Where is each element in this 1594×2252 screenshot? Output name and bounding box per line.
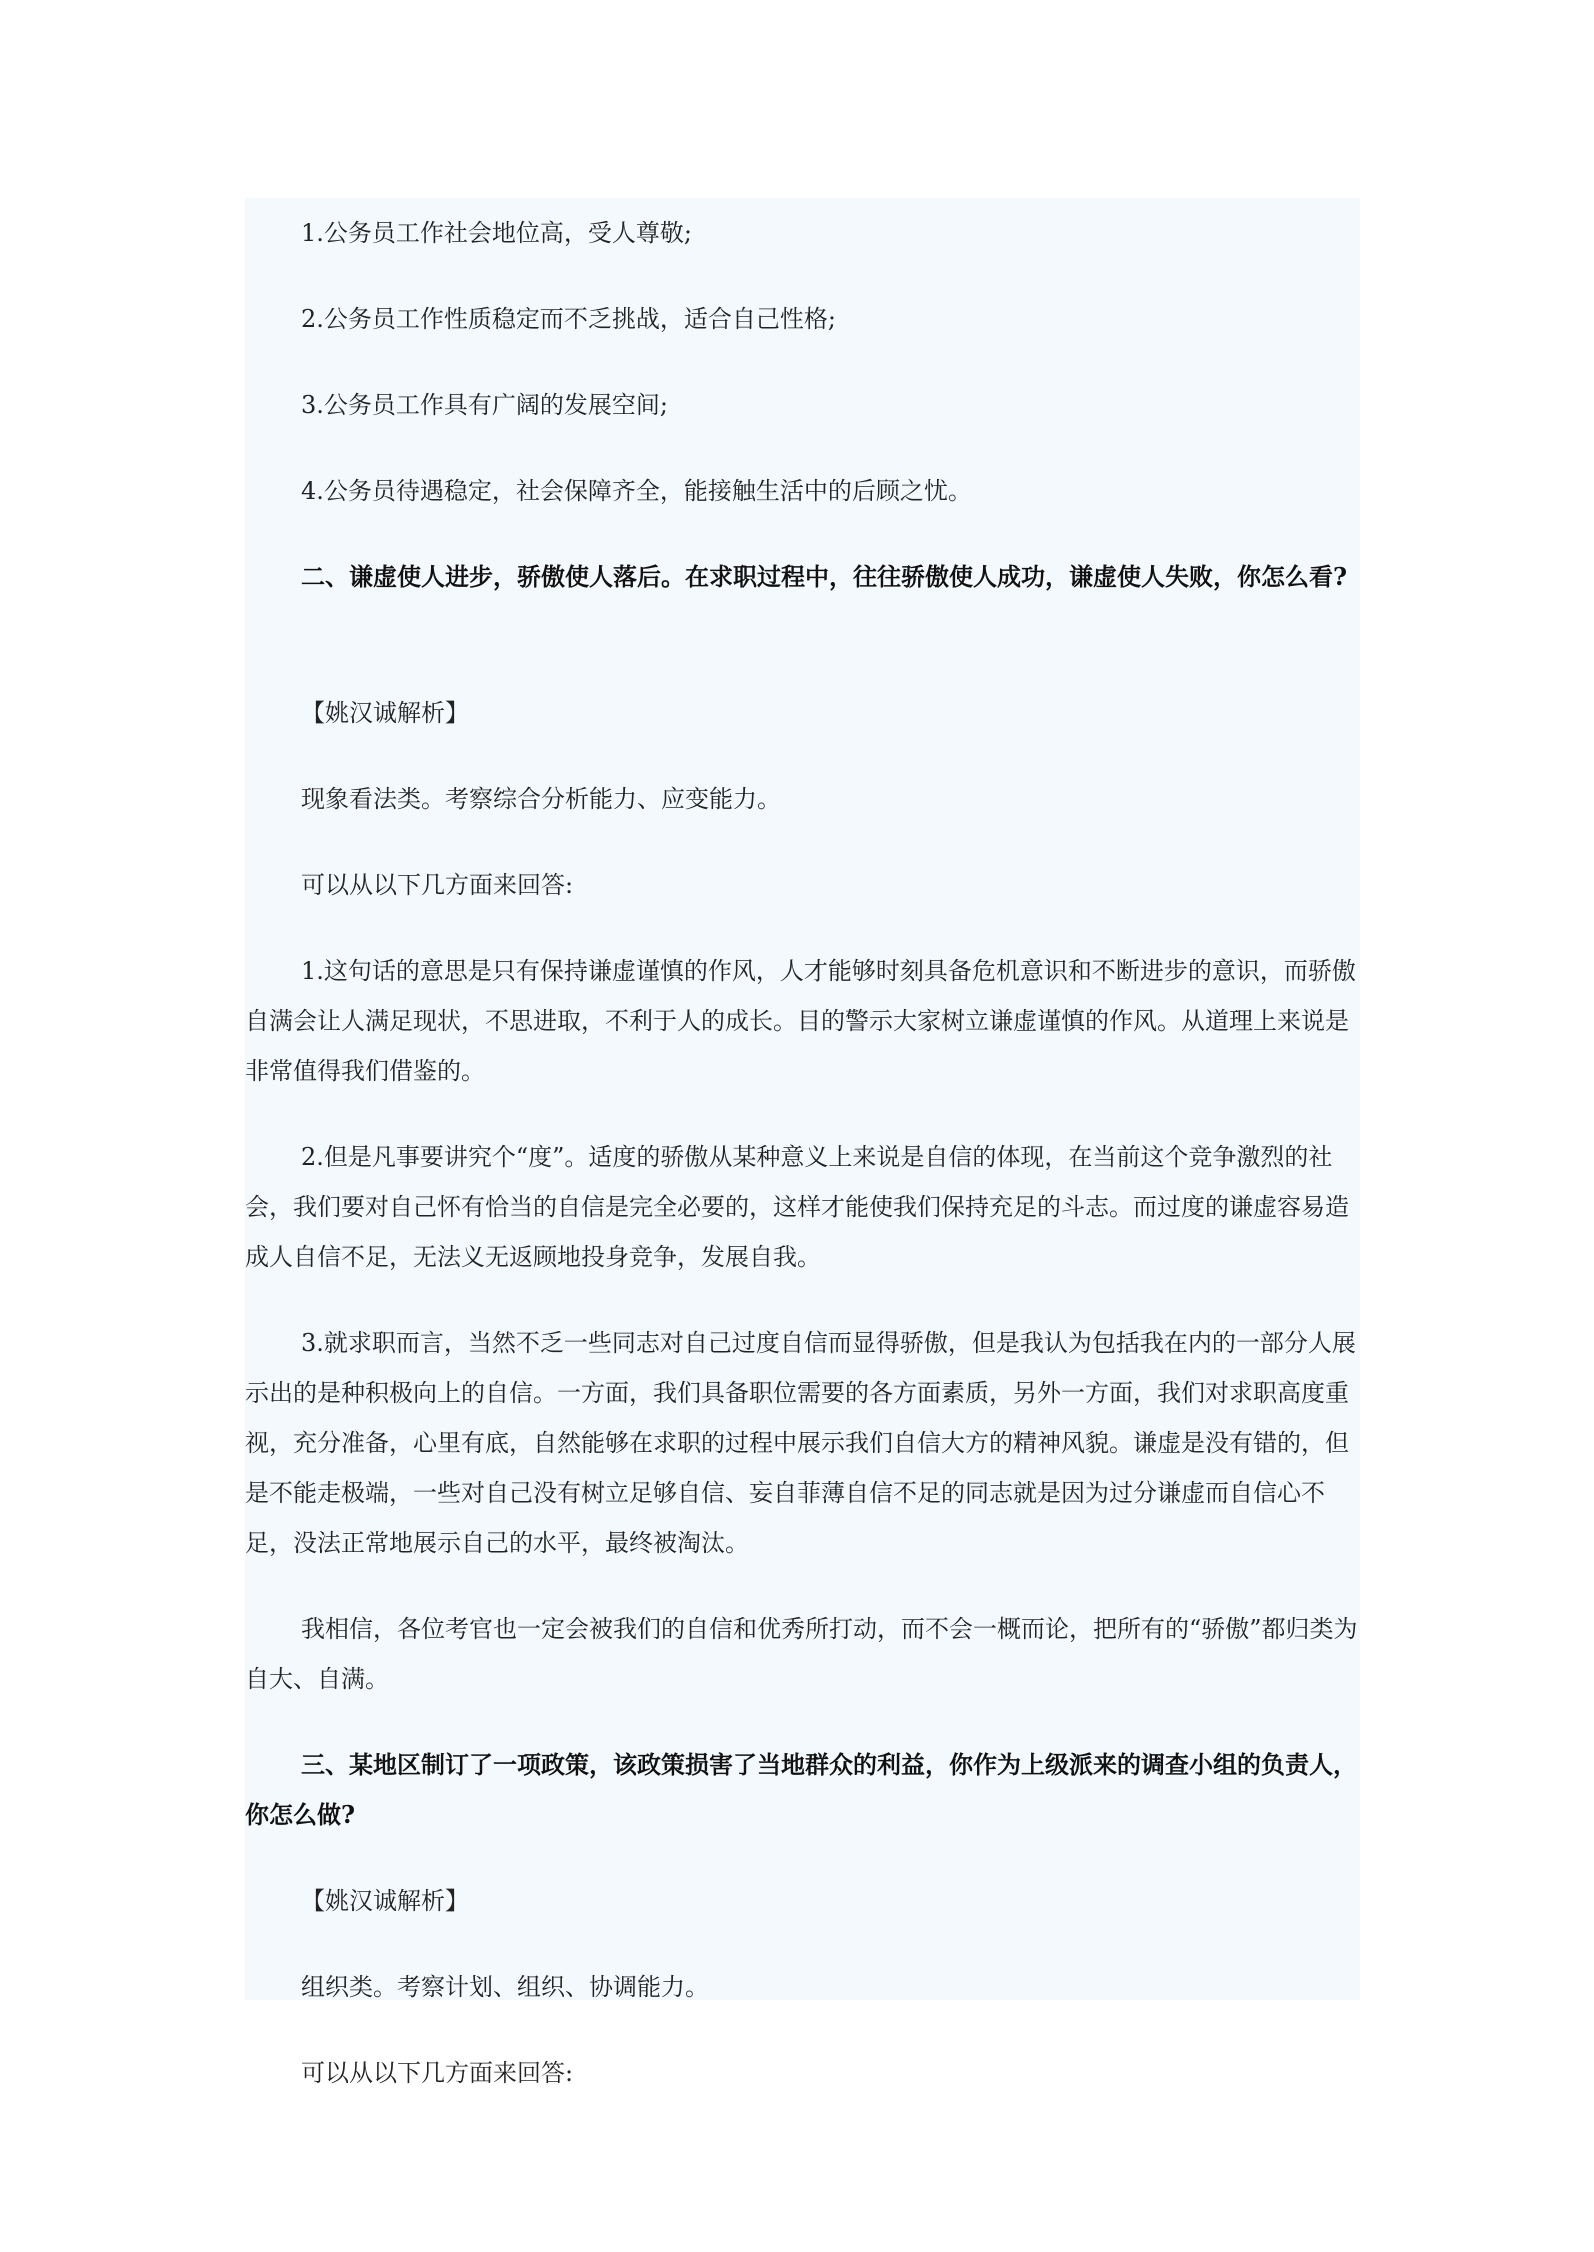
answer-point-3: 3.就求职而言，当然不乏一些同志对自己过度自信而显得骄傲，但是我认为包括我在内的一部分人展示出的是种积极向上的自信。一方面，我们具备职位需要的各方面素质，另外一方面，我们对求职高度重视，充分准备，心里有底，自然能够在求职的过程中展示我们自信大方的精神风貌。谦虚是没有错的，但是不能走极端，一些对自己没有树立足够自信、妄自菲薄自信不足的同志就是因为过分谦虚而自信心不足，没法正常地展示自己的水平，最终被淘汰。 — [245, 1329, 1356, 1557]
question-2-heading: 二、谦虚使人进步，骄傲使人落后。在求职过程中，往往骄傲使人成功，谦虚使人失败，你怎么看? — [301, 562, 1348, 591]
list-item-2: 2.公务员工作性质稳定而不乏挑战，适合自己性格; — [301, 305, 836, 333]
question-type-2: 现象看法类。考察综合分析能力、应变能力。 — [301, 785, 781, 813]
document-content — [245, 198, 1360, 2087]
answer-point-2: 2.但是凡事要讲究个“度”。适度的骄傲从某种意义上来说是自信的体现，在当前这个竞争激烈的社会，我们要对自己怀有恰当的自信是完全必要的，这样才能使我们保持充足的斗志。而过度的谦虚容易造成人自信不足，无法义无返顾地投身竞争，发展自我。 — [245, 1143, 1349, 1271]
question-3-heading: 三、某地区制订了一项政策，该政策损害了当地群众的利益，你作为上级派来的调查小组的负责人，你怎么做? — [245, 1750, 1357, 1829]
answer-intro-2: 可以从以下几方面来回答: — [301, 871, 574, 899]
answer-intro-3: 可以从以下几方面来回答: — [301, 2059, 574, 2087]
list-item-4: 4.公务员待遇稳定，社会保障齐全，能接触生活中的后顾之忧。 — [301, 477, 972, 505]
analysis-label-2: 【姚汉诚解析】 — [301, 699, 469, 727]
analysis-label-3: 【姚汉诚解析】 — [301, 1887, 469, 1915]
list-item-1: 1.公务员工作社会地位高，受人尊敬; — [301, 219, 692, 247]
list-item-3: 3.公务员工作具有广阔的发展空间; — [301, 391, 668, 419]
answer-conclusion: 我相信，各位考官也一定会被我们的自信和优秀所打动，而不会一概而论，把所有的“骄傲”都归类为自大、自满。 — [245, 1615, 1358, 1693]
question-type-3: 组织类。考察计划、组织、协调能力。 — [301, 1973, 709, 2001]
answer-point-1: 1.这句话的意思是只有保持谦虚谨慎的作风，人才能够时刻具备危机意识和不断进步的意识，而骄傲自满会让人满足现状，不思进取，不利于人的成长。目的警示大家树立谦虚谨慎的作风。从道理上来说是非常值得我们借鉴的。 — [245, 957, 1356, 1085]
